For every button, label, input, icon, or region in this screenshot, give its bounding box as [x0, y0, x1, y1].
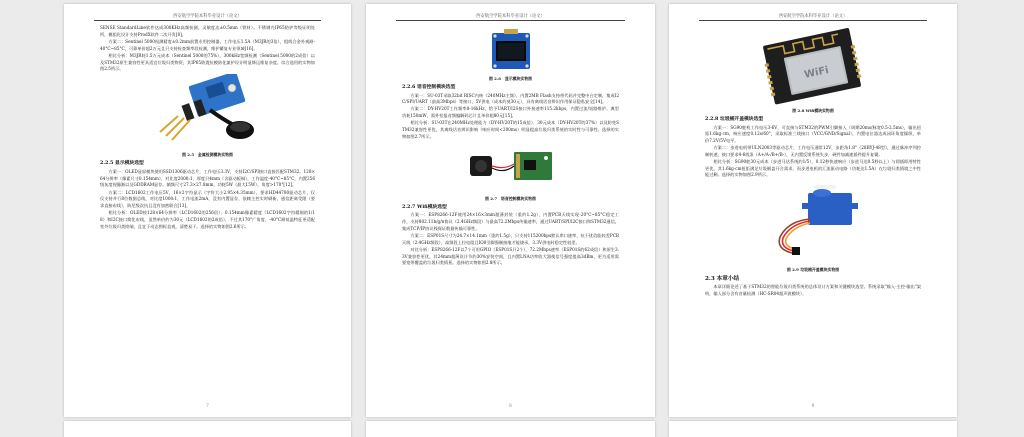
paragraph: 方案一：SG90舵机工作电压3-6V，可直接与STM32的PWM引脚接入（周期20ms/脉宽0.5-2.5ms），输出扭矩1.6kg·cm，响应速度0.12s/60°，采取标准三线接口（VCC/GND/Signal），内置电位器达成闭环角度操纵，单价7.2V/5V电平。 — [705, 124, 921, 143]
paragraph: 方案二：ESP01S尺寸为24.7×14.1mm（重约1.5g），只支持115200bps默认串口速率，抗干扰信能较差PCB天线（2.4GHz频段），高频段上拉电阻且IO0引脚强制接地才能烧录，3.3V供电时稳定性较差。 — [402, 233, 619, 245]
figure-metal-detector — [100, 73, 315, 151]
page-header: 西安航空学院本科毕业设计（论文） — [173, 14, 242, 19]
paragraph: 方案二：Sentinel 5000检测精度±0.2mm前置专用控制器，工作电压1.5A（M3JR的3倍），组线合金外观耐-40°C~85°C，可靠单价超2万元且只支持检查频率段检测，维护繁复专业领域[16]。 — [100, 38, 315, 51]
figure-voice-module — [402, 141, 619, 195]
paragraph: 相比分析：SG90舵30元成本（步进马达系统约1/5）、0.12秒快速响应（步进马达0.5秒以上）与即插即用特性更优，其1.6kg·cm扭矩满足垃圾桶盖开合需求，而步进电机的汇流驱动电路（功耗达1.5A）在垃圾归类情境之中性能过剩。选择的实物如图2.9所示。 — [705, 159, 921, 178]
page-body — [705, 25, 921, 401]
paragraph: 方案二：LCD1602工作电压5V，16×2字符显示（字符大小2.95×4.35mm），要求HD44780驱动芯片，仅仅支持并行8位数据总线，对比度1000:1，工作电流2mA，没有内置显存，依赖主控实时刷新，通信距离受限（要求直接布线），防尼级次抗且没有加密联合[13]。 — [100, 189, 315, 208]
wifi-module-image — [758, 26, 868, 106]
paragraph: 相比分析：M3JR耗1.5万元成本（Sentinel 5000的75%），300kHz宽频检测（Sentinel 5000的2成倍）以及STM32原生兼容性更具适宜垃圾归类物资，其IP65防震抗模防化兼护设计明显降运维复杂度。综合选用的实物如图2.5所示。 — [100, 52, 315, 72]
figure-wifi-module — [705, 25, 921, 107]
paragraph: 本章详细论述了基于STM32的智能垃圾归类系统的总体设计方案和关键模块选型。系统采取"输入-主控-输出"架构，输入部分含有音量检测（HC-SR04超声波模块）、 — [705, 284, 921, 296]
page-number: 9 — [811, 403, 815, 408]
metal-detector-image — [148, 74, 268, 150]
paragraph: 方案一：SU-03T采取32bit RISC内核（240MHz主频），内置2MB Flash支持带代码并完整中台定制，集成I2C/SPI/UART（最高3Mbps）等接口，5V供电（成本约莫30元），具有离线话音辨识作用保证隐私安全[14]。 — [402, 92, 619, 105]
header-rule — [699, 20, 927, 21]
section-heading: 2.2.7 Wifi模块选型 — [402, 203, 447, 210]
header-rule — [94, 20, 321, 21]
paragraph: 方案一：OLED显屏模块使用SSD1306驱动芯片，工作电压3.3V，支持I2C/SPI接口直接匹配STM32。128×64分辨率（像素尺寸0.154mm），对比度2000:1，厚度只4mm（含驱动板铜），工作温度-40°C~85°C，内置256级灰度视像渐以及GDDRAM显存。帧频尺寸27.3×27.8mm，功耗5W（最大15W），角度>170°[12]。 — [100, 168, 315, 188]
paragraph: SENSE StandardLine软件达成300KHz高频检测。灵敏度达±0.5mm（铁材）。不锈钢壳IP65防护等级证明处所，模组化设计支持ProdX软件二次开发[8]。 — [100, 25, 315, 37]
paragraph: 方案二：DY-HV20T工作频率8-16kHz，给予UART/I2S接口外接速率115.2kbps，内置过流/短路维护。典型功耗150mW，需外挂报音频编解码芯片且单价超80元[15]。 — [402, 106, 619, 119]
paragraph: 方案二：步进电机带ULN2003等驱动芯片，工作电压通常12V，步距角1.8°（28BYJ-48型），通过脉冲序列控制转速，接口要求4-6线条（A+/A-/B+/B-），无内置反馈系统失步，硬件加减速插件提升复繁。 — [705, 145, 921, 157]
page-header: 西安航空学院本科毕业设计（论文） — [476, 14, 545, 19]
wifi-chip-label: WiFi — [803, 64, 830, 81]
figure-caption: 图 2.8 Wifi模块实物图 — [792, 108, 834, 113]
figure-servo-module — [705, 180, 921, 266]
header-rule — [396, 20, 625, 21]
figure-caption: 图 2.6 显示模块实物图 — [488, 76, 533, 81]
oled-display-image — [486, 27, 536, 73]
next-page-3 — [669, 421, 957, 437]
page-number: 8 — [509, 403, 512, 408]
figure-oled-display — [402, 25, 619, 75]
paragraph: 相比分析：SU-03T在240MHz处理能力（DY-HV20T的15成倍）、30元成本（DY-HV20T的37%）以及防变STM32兼容性更优，其离线话音辨识影响（响应时间<200ms）明显提高垃圾归类系统的实时性与可靠性。选择的实物如图2.7所示。 — [402, 120, 619, 139]
page-number: 7 — [206, 403, 209, 408]
section-heading: 2.2.8 垃圾桶开盖模块选型 — [705, 116, 764, 122]
figure-caption: 图 2.7 语音控制模块实物图 — [485, 195, 536, 201]
section-heading: 2.2.6 语音控制模块选型 — [402, 84, 456, 90]
servo-image — [758, 181, 868, 265]
document-page-1 — [64, 4, 351, 417]
paragraph: 方案一：ESP8266-12F使用24×16×3mm超薄封装（重约1.2g），内置PCB天线实现-20°C~85°C稳定工作，支持802.11b/g/n协议（2.4GHz频段）与最高72.2Mbps传输速率，通过UART/SPI/I2C接口和STM32通信，集成TCP/IP协议栈保证数据传输可靠性。 — [402, 212, 619, 231]
page-header: 西安航空学院本科毕业设计（论文） — [778, 14, 848, 19]
document-page-3 — [669, 4, 957, 417]
paragraph: 相比分析：OLED按128×64分辨率（LCD1602的256倍），0.154mm像素精度（LCD1602字符精细的1/18）和I2C接口简化布线，虽然单价约为30元（LCD1602的2成倍），不过其170°广角度、-40°C耐低温特征更适配室外垃圾归类终端，且宜于动态图标直观，清楚易于。选择的实物如图2.6所示。 — [100, 210, 315, 229]
document-page-2 — [366, 4, 655, 417]
voice-module-image — [456, 142, 566, 194]
page-body — [402, 25, 619, 401]
next-page-2 — [366, 421, 655, 437]
figure-caption: 图 2.5 金属检测模块实物图 — [182, 152, 233, 158]
section-heading: 2.2.5 显示模块选型 — [100, 160, 144, 167]
next-page-1 — [64, 421, 351, 437]
paragraph: 对比分析：ESP8266-12F以7个可用GPIO（ESP01S只2个）、72.2Mbps速率（ESP01S的62成倍）和原生3.3V兼容性更优，其24mm超薄设计节约30%安装空间，且内置LNA功率收大器使信号强度提高3dBm，更为适用需要宽带覆盖的垃圾归类情景。选择的实物如图2.8所示。 — [402, 246, 619, 266]
figure-caption: 图 2.9 垃圾桶开盖模块实物图 — [786, 266, 840, 272]
page-body — [100, 25, 315, 401]
section-heading: 2.3 本章小结 — [705, 275, 740, 282]
